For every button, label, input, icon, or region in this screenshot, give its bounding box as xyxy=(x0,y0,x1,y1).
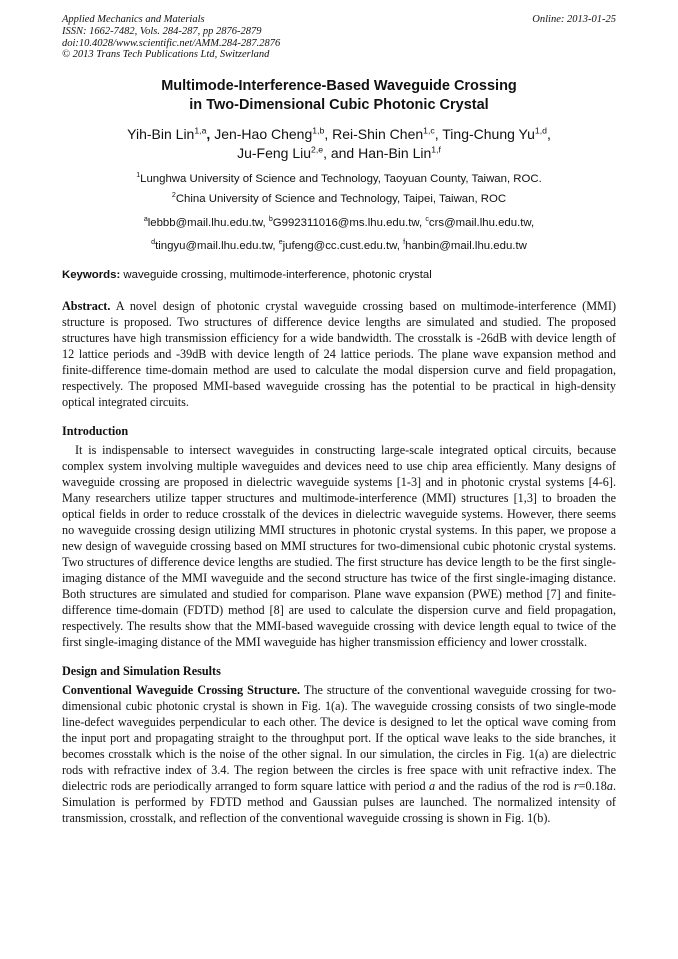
abstract-text: A novel design of photonic crystal waveguide crossing based on multimode-interference (MMI) structure is proposed. Two structures of difference device lengths are simulated and studied. The proposed structures have high transmission efficiency for a wide bandwidth. The crosstalk is -26dB with device length of 12 lattice periods and -39dB with device length of 24 lattice periods. The plane wave expansion method and finite-difference time-domain method are used to calculate the modal dispersion curve and field propagation, respectively. The proposed MMI-based waveguide crossing has the potential to be practical in high-density optical integrated circuits. xyxy=(62,299,617,410)
affiliation-2 xyxy=(62,192,616,206)
design-text-a: The structure of the conventional waveguide crossing for two-dimensional cubic photonic crystal is shown in Fig. 1(a). The waveguide crossing consists of two single-mode line-defect waveguides perpendicular to each other. The device is designed to let the optical wave coming from the input port and propagating straight to the throughput port. If the optical wave leaks to the side branches, it becomes crosstalk which is the noise of the other signal. In our simulation, the circles in Fig. 1(a) are dielectric rods with refractive index of 3.4. The region between the circles is free space with unit refractive index. The dielectric rods are periodically arranged to form square lattice with period xyxy=(62,683,616,794)
email-mark: d xyxy=(151,239,156,247)
journal-name: Applied Mechanics and Materials xyxy=(62,14,205,25)
design-text-d: . Simulation is performed by FDTD method and Gaussian pulses are launched. The normalized intensity of transmission, crosstalk, and reflection of the conventional waveguide crossing is shown in Fig. 1(b). xyxy=(62,779,616,826)
email-mark: e xyxy=(278,239,283,247)
author-affiliation-mark: 1,a xyxy=(194,125,207,136)
design-text-b: and the radius of the rod is xyxy=(435,779,574,794)
keywords-text: waveguide crossing, multimode-interference, photonic crystal xyxy=(123,269,432,282)
author-line-1 xyxy=(62,125,616,144)
author-name: Han-Bin Lin xyxy=(358,145,432,162)
affiliation-mark: 2 xyxy=(171,192,176,200)
keywords xyxy=(62,268,616,282)
email-line-2: $^d$tingyu@mail.lhu.edu.tw, $^e$jufeng@cc.cust.edu.tw, $^f$hanbin@mail.lhu.edu.tw xyxy=(151,239,527,253)
author-name: Jen-Hao Cheng xyxy=(214,126,313,143)
lattice-period-symbol: a xyxy=(606,779,613,794)
email-address[interactable]: tingyu@mail.lhu.edu.tw xyxy=(155,240,273,253)
author-list xyxy=(62,125,616,163)
design-heading: Design and Simulation Results xyxy=(62,664,221,679)
title-line-1: Multimode-Interference-Based Waveguide Crossing xyxy=(161,78,517,95)
author-affiliation-mark: 1,f xyxy=(431,144,441,155)
author-separator: , xyxy=(206,126,211,143)
title-line-2: in Two-Dimensional Cubic Photonic Crystal xyxy=(189,97,489,114)
author-separator: , xyxy=(546,126,551,143)
author-separator: , xyxy=(324,126,329,143)
abstract-label: Abstract. xyxy=(62,299,111,314)
email-address[interactable]: hanbin@mail.lhu.edu.tw xyxy=(405,240,527,253)
issn-line: ISSN: 1662-7482, Vols. 284-287, pp 2876-2879 xyxy=(62,25,262,37)
keywords-label: Keywords: xyxy=(62,269,121,282)
author-name: Ting-Chung Yu xyxy=(442,126,535,143)
radius-symbol: r xyxy=(573,779,579,794)
email-address[interactable]: jufeng@cc.cust.edu.tw xyxy=(282,240,397,253)
email-address[interactable]: G992311016@ms.lhu.edu.tw xyxy=(272,217,420,230)
email-mark: a xyxy=(143,216,148,224)
email-mark: c xyxy=(425,216,429,224)
author-affiliation-mark: 1,d xyxy=(534,125,547,136)
introduction-paragraph: It is indispensable to intersect waveguides in constructing large-scale integrated optical circuits, because complex system involving multiple waveguides and devices need to use chip area efficiently. Many designs of waveguide crossing are proposed in dielectric waveguide systems [1-3] and in photonic crystal systems [4-6]. Many researchers utilize tapper structures and multimode-interference (MMI) structures [1,3] to broaden the optical fields in order to reduce crosstalk of the devices in dielectric waveguide systems. However, there seems no waveguide crossing design utilizing MMI structures in photonic crystal systems. In this paper, we propose a new design of waveguide crossing based on MMI structures for two-dimensional cubic photonic crystal systems. Two structures of difference device lengths are studied. The first structure has device length to be the first single-imaging distance of the MMI waveguide and the second structure has twice of the first single-imaging distance. Both structures are simulated and studied for comparison. Plane wave expansion (PWE) method [7] and finite-difference time-domain (FDTD) method [8] are used to calculate the dispersion curve and field propagation, respectively. The results show that the MMI-based waveguide crossing with device length equal to twice of the first single-imaging distance of the MMI waveguide has higher transmission efficiency and lower crosstalk. xyxy=(62,443,616,650)
doi-line[interactable]: doi:10.4028/www.scientific.net/AMM.284-287.2876 xyxy=(62,37,281,49)
email-mark: b xyxy=(268,216,273,224)
email-mark: f xyxy=(403,239,406,247)
email-line-1: $^a$lebbb@mail.lhu.edu.tw, $^b$G992311016@ms.lhu.edu.tw, $^c$crs@mail.lhu.edu.tw, xyxy=(143,216,535,230)
design-paragraph xyxy=(62,682,616,826)
author-line-2 xyxy=(62,144,616,163)
lattice-period-symbol: a xyxy=(428,779,436,794)
author-separator: , xyxy=(434,126,439,143)
author-conjunction: and xyxy=(330,145,355,162)
online-date: Online: 2013-01-25 xyxy=(532,14,616,25)
author-name: Yih-Bin Lin xyxy=(127,126,195,143)
author-affiliation-mark: 2,e xyxy=(311,144,324,155)
email-address[interactable]: crs@mail.lhu.edu.tw xyxy=(428,217,531,230)
design-text-c: =0.18 xyxy=(578,779,607,794)
journal-header xyxy=(62,14,616,61)
paper-title xyxy=(62,77,616,115)
email-address[interactable]: lebbb@mail.lhu.edu.tw xyxy=(147,217,263,230)
abstract xyxy=(62,298,616,410)
author-name: Ju-Feng Liu xyxy=(237,145,312,162)
copyright-line: © 2013 Trans Tech Publications Ltd, Switzerland xyxy=(62,49,270,61)
author-separator: , xyxy=(323,145,327,162)
author-affiliation-mark: 1,c xyxy=(423,125,435,136)
affiliation-mark: 1 xyxy=(136,172,141,180)
affiliation-1 xyxy=(62,172,616,186)
author-name: Rei-Shin Chen xyxy=(332,126,424,143)
introduction-heading: Introduction xyxy=(62,424,129,439)
affiliation-text: Lunghwa University of Science and Technology, Taoyuan County, Taiwan, ROC. xyxy=(140,173,542,186)
author-affiliation-mark: 1,b xyxy=(312,125,325,136)
affiliation-text: China University of Science and Technology, Taipei, Taiwan, ROC xyxy=(175,193,507,206)
subsection-runin-heading: Conventional Waveguide Crossing Structure. xyxy=(62,683,301,698)
